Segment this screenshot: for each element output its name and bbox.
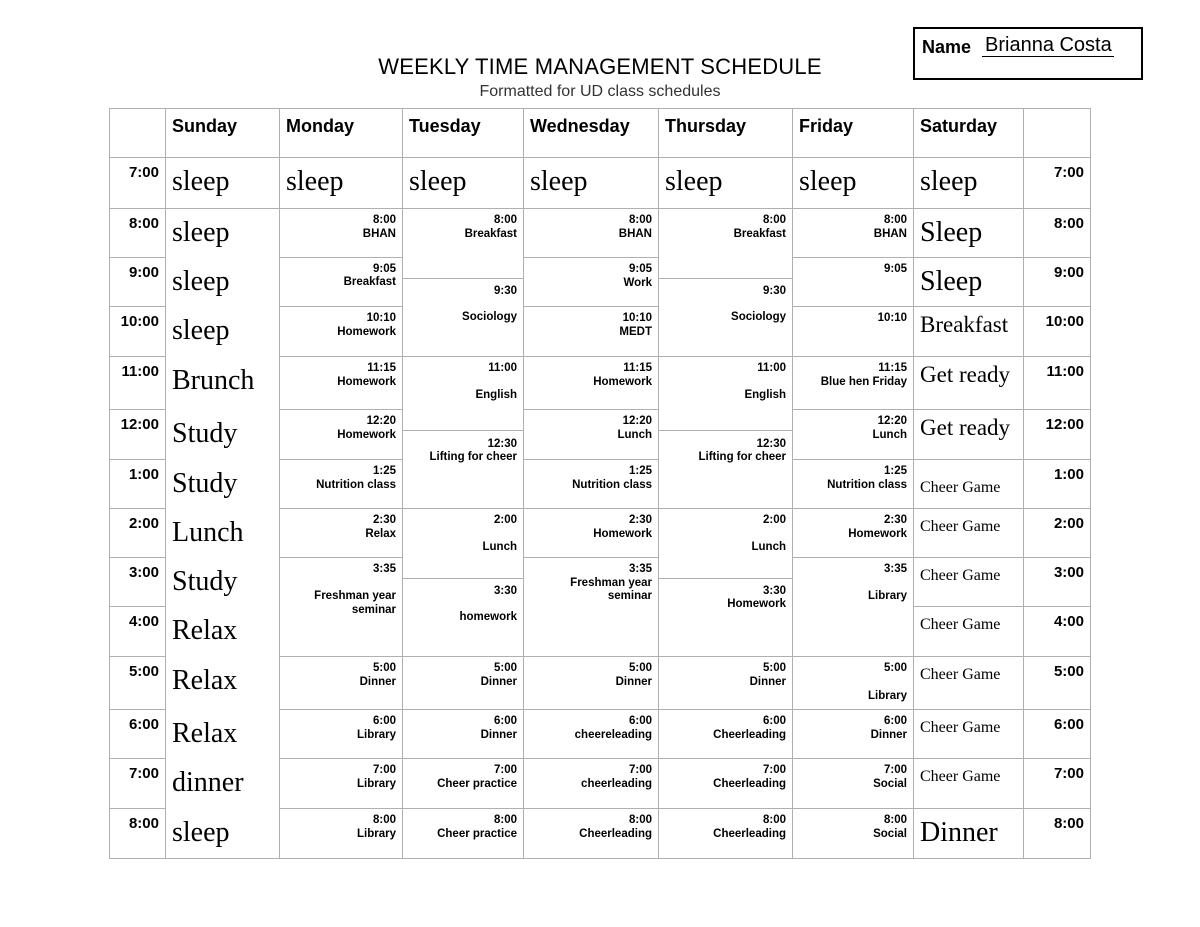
time-label-left: 8:00 xyxy=(128,215,159,232)
wednesday-entry-label: cheereleading xyxy=(574,729,652,741)
grid-hline xyxy=(913,508,1091,509)
grid-hline xyxy=(109,459,166,460)
grid-vline xyxy=(658,108,659,858)
grid-hline xyxy=(792,557,914,558)
wednesday-entry-time: 7:00 xyxy=(628,764,652,776)
day-header-tuesday: Tuesday xyxy=(409,116,481,136)
friday-entry-label: Lunch xyxy=(872,429,907,441)
wednesday-entry-label: BHAN xyxy=(618,228,652,240)
friday-entry-time: 2:30 xyxy=(883,514,907,526)
grid-hline xyxy=(792,459,914,460)
wednesday-entry-label: Dinner xyxy=(615,676,652,688)
grid-hline xyxy=(109,208,1091,209)
friday-entry-label: Nutrition class xyxy=(827,479,907,491)
grid-hline xyxy=(523,257,659,258)
grid-hline xyxy=(658,758,793,759)
grid-vline xyxy=(792,108,793,858)
tuesday-entry-time: 2:00 xyxy=(493,514,517,526)
monday-entry-label: BHAN xyxy=(362,228,396,240)
friday-entry-time: 7:00 xyxy=(883,764,907,776)
grid-hline xyxy=(109,557,166,558)
grid-hline xyxy=(913,656,1091,657)
saturday-activity: Dinner xyxy=(920,817,998,848)
grid-hline xyxy=(792,409,914,410)
thursday-entry-time: 2:00 xyxy=(762,514,786,526)
grid-hline xyxy=(109,656,166,657)
tuesday-entry-label: Breakfast xyxy=(464,228,517,240)
wednesday-entry-label: Freshman year xyxy=(570,577,652,589)
grid-vline xyxy=(913,108,914,858)
friday-entry-time: 12:20 xyxy=(877,415,907,427)
time-label-left: 7:00 xyxy=(128,164,159,181)
time-label-right: 7:00 xyxy=(1053,164,1084,181)
tuesday-entry-time: 12:30 xyxy=(487,438,517,450)
grid-hline xyxy=(402,758,524,759)
grid-hline xyxy=(279,709,403,710)
time-label-left: 11:00 xyxy=(121,363,159,380)
wednesday-entry-time: 3:35 xyxy=(628,563,652,575)
grid-hline xyxy=(913,808,1091,809)
thursday-entry-time: 5:00 xyxy=(762,662,786,674)
wednesday-entry-label: seminar xyxy=(607,590,652,602)
grid-hline xyxy=(279,656,403,657)
day-header-friday: Friday xyxy=(799,116,854,136)
saturday-activity: Cheer Game xyxy=(920,616,1001,633)
tuesday-entry-label: Dinner xyxy=(480,676,517,688)
grid-hline xyxy=(658,508,793,509)
friday-entry-label: Library xyxy=(868,590,907,602)
grid-hline xyxy=(109,508,166,509)
time-label-right: 12:00 xyxy=(1045,416,1084,433)
grid-hline xyxy=(913,557,1091,558)
wednesday-entry-time: 8:00 xyxy=(628,814,652,826)
tuesday-entry-time: 11:00 xyxy=(488,362,517,374)
friday-entry-time: 5:00 xyxy=(883,662,907,674)
friday-entry-time: 10:10 xyxy=(877,312,907,324)
grid-hline xyxy=(279,459,403,460)
grid-hline xyxy=(658,356,793,357)
friday-entry-time: 3:35 xyxy=(883,563,907,575)
monday-entry-label: Library xyxy=(357,828,396,840)
monday-entry-label: Library xyxy=(357,778,396,790)
time-label-left: 12:00 xyxy=(120,416,159,433)
day-header-monday: Monday xyxy=(286,116,355,136)
thursday-entry-label: English xyxy=(744,389,786,401)
grid-hline xyxy=(792,808,914,809)
tuesday-entry-label: homework xyxy=(459,611,517,623)
friday-entry-time: 8:00 xyxy=(883,814,907,826)
grid-hline xyxy=(402,508,524,509)
monday-sleep: sleep xyxy=(286,166,344,197)
tuesday-entry-time: 9:30 xyxy=(493,285,517,297)
grid-hline xyxy=(109,409,166,410)
monday-entry-time: 3:35 xyxy=(372,563,396,575)
sunday-activity: Brunch xyxy=(172,365,255,396)
grid-hline xyxy=(109,108,1091,109)
thursday-entry-label: Breakfast xyxy=(733,228,786,240)
thursday-entry-time: 8:00 xyxy=(762,214,786,226)
wednesday-entry-label: Homework xyxy=(593,528,652,540)
sunday-activity: sleep xyxy=(172,817,230,848)
sunday-activity: Study xyxy=(172,566,238,597)
time-label-right: 6:00 xyxy=(1053,716,1084,733)
time-label-left: 10:00 xyxy=(120,313,159,330)
saturday-activity: Cheer Game xyxy=(920,666,1001,683)
thursday-entry-time: 11:00 xyxy=(757,362,786,374)
wednesday-entry-time: 10:10 xyxy=(622,312,652,324)
wednesday-entry-time: 12:20 xyxy=(622,415,652,427)
grid-hline xyxy=(109,709,166,710)
grid-hline xyxy=(279,808,403,809)
grid-hline xyxy=(402,356,524,357)
wednesday-entry-time: 5:00 xyxy=(628,662,652,674)
time-label-left: 3:00 xyxy=(128,564,159,581)
grid-hline xyxy=(523,306,659,307)
tuesday-entry-label: Cheer practice xyxy=(437,828,517,840)
grid-hline xyxy=(109,157,1091,158)
wednesday-entry-time: 6:00 xyxy=(628,715,652,727)
tuesday-entry-time: 5:00 xyxy=(493,662,517,674)
grid-hline xyxy=(792,758,914,759)
saturday-activity: Get ready xyxy=(920,362,1011,387)
saturday-activity: Get ready xyxy=(920,415,1011,440)
grid-hline xyxy=(913,606,1091,607)
grid-hline xyxy=(109,808,166,809)
wednesday-entry-label: cheerleading xyxy=(581,778,652,790)
thursday-entry-time: 7:00 xyxy=(762,764,786,776)
thursday-entry-label: Dinner xyxy=(749,676,786,688)
grid-hline xyxy=(523,808,659,809)
thursday-entry-time: 9:30 xyxy=(762,285,786,297)
grid-hline xyxy=(523,758,659,759)
saturday-activity: Cheer Game xyxy=(920,479,1001,496)
tuesday-entry-label: Lunch xyxy=(482,541,517,553)
day-header-wednesday: Wednesday xyxy=(530,116,630,136)
time-label-left: 6:00 xyxy=(128,716,159,733)
friday-entry-time: 11:15 xyxy=(878,362,907,374)
grid-hline xyxy=(523,459,659,460)
grid-hline xyxy=(109,356,166,357)
wednesday-entry-label: Cheerleading xyxy=(579,828,652,840)
wednesday-entry-time: 1:25 xyxy=(628,465,652,477)
time-label-left: 7:00 xyxy=(128,765,159,782)
grid-hline xyxy=(658,430,793,431)
time-label-right: 10:00 xyxy=(1045,313,1084,330)
grid-hline xyxy=(658,578,793,579)
day-header-thursday: Thursday xyxy=(665,116,747,136)
wednesday-entry-label: Lunch xyxy=(617,429,652,441)
grid-hline xyxy=(279,508,403,509)
grid-hline xyxy=(279,306,403,307)
sunday-activity: dinner xyxy=(172,767,244,798)
time-label-right: 4:00 xyxy=(1053,613,1084,630)
wednesday-entry-label: Nutrition class xyxy=(572,479,652,491)
tuesday-entry-time: 8:00 xyxy=(493,814,517,826)
monday-entry-time: 5:00 xyxy=(372,662,396,674)
wednesday-entry-time: 2:30 xyxy=(628,514,652,526)
friday-entry-label: Library xyxy=(868,690,907,702)
wednesday-entry-label: MEDT xyxy=(619,326,652,338)
thursday-entry-time: 8:00 xyxy=(762,814,786,826)
time-label-left: 8:00 xyxy=(128,815,159,832)
wednesday-entry-label: Work xyxy=(623,277,652,289)
saturday-activity: Cheer Game xyxy=(920,768,1001,785)
monday-entry-time: 8:00 xyxy=(372,214,396,226)
tuesday-entry-label: Sociology xyxy=(462,311,517,323)
thursday-entry-time: 3:30 xyxy=(762,585,786,597)
grid-hline xyxy=(792,656,914,657)
grid-hline xyxy=(913,257,1091,258)
time-label-left: 9:00 xyxy=(128,264,159,281)
thursday-entry-label: Lunch xyxy=(751,541,786,553)
friday-entry-time: 9:05 xyxy=(883,263,907,275)
time-label-right: 1:00 xyxy=(1053,466,1084,483)
time-label-right: 11:00 xyxy=(1046,363,1084,380)
thursday-entry-label: Lifting for cheer xyxy=(698,451,786,463)
wednesday-entry-label: Homework xyxy=(593,376,652,388)
time-label-right: 5:00 xyxy=(1053,663,1084,680)
thursday-entry-label: Cheerleading xyxy=(713,729,786,741)
friday-entry-time: 6:00 xyxy=(883,715,907,727)
monday-entry-time: 7:00 xyxy=(372,764,396,776)
grid-hline xyxy=(279,758,403,759)
day-header-sunday: Sunday xyxy=(172,116,238,136)
tuesday-entry-time: 7:00 xyxy=(493,764,517,776)
tuesday-entry-time: 3:30 xyxy=(493,585,517,597)
monday-entry-time: 2:30 xyxy=(372,514,396,526)
thursday-entry-label: Cheerleading xyxy=(713,778,786,790)
monday-entry-time: 6:00 xyxy=(372,715,396,727)
grid-hline xyxy=(658,709,793,710)
monday-entry-time: 11:15 xyxy=(367,362,396,374)
friday-entry-time: 1:25 xyxy=(883,465,907,477)
tuesday-entry-label: Dinner xyxy=(480,729,517,741)
grid-hline xyxy=(402,709,524,710)
name-label: Name xyxy=(922,37,972,57)
grid-hline xyxy=(913,709,1091,710)
sunday-activity: Relax xyxy=(172,665,238,696)
grid-vline xyxy=(523,108,524,858)
grid-hline xyxy=(523,656,659,657)
friday-entry-label: Homework xyxy=(848,528,907,540)
friday-entry-label: BHAN xyxy=(873,228,907,240)
monday-entry-label: Homework xyxy=(337,376,396,388)
time-label-right: 2:00 xyxy=(1053,515,1084,532)
sunday-activity: Study xyxy=(172,468,238,499)
sunday-activity: sleep xyxy=(172,315,230,346)
tuesday-entry-time: 8:00 xyxy=(493,214,517,226)
time-label-left: 2:00 xyxy=(128,515,159,532)
grid-hline xyxy=(109,606,166,607)
grid-hline xyxy=(792,709,914,710)
grid-hline xyxy=(279,356,403,357)
grid-hline xyxy=(523,356,659,357)
monday-entry-time: 12:20 xyxy=(366,415,396,427)
sunday-activity: sleep xyxy=(172,266,230,297)
saturday-activity: sleep xyxy=(920,166,978,197)
day-header-saturday: Saturday xyxy=(920,116,998,136)
sunday-activity: Study xyxy=(172,418,238,449)
wednesday-sleep: sleep xyxy=(530,166,588,197)
grid-hline xyxy=(523,508,659,509)
saturday-activity: Cheer Game xyxy=(920,567,1001,584)
tuesday-entry-label: Cheer practice xyxy=(437,778,517,790)
sunday-activity: Relax xyxy=(172,718,238,749)
friday-entry-label: Social xyxy=(873,828,907,840)
grid-hline xyxy=(792,356,914,357)
grid-hline xyxy=(402,278,524,279)
grid-hline xyxy=(523,557,659,558)
friday-entry-time: 8:00 xyxy=(883,214,907,226)
thursday-entry-label: Homework xyxy=(727,598,786,610)
grid-hline xyxy=(913,306,1091,307)
tuesday-sleep: sleep xyxy=(409,166,467,197)
grid-hline xyxy=(109,306,166,307)
grid-hline xyxy=(792,306,914,307)
monday-entry-time: 8:00 xyxy=(372,814,396,826)
monday-entry-label: Homework xyxy=(337,429,396,441)
grid-hline xyxy=(109,758,166,759)
sunday-activity: sleep xyxy=(172,166,230,197)
thursday-entry-time: 12:30 xyxy=(756,438,786,450)
sunday-activity: Relax xyxy=(172,615,238,646)
grid-vline xyxy=(402,108,403,858)
thursday-entry-time: 6:00 xyxy=(762,715,786,727)
time-label-right: 9:00 xyxy=(1053,264,1084,281)
tuesday-entry-label: Lifting for cheer xyxy=(429,451,517,463)
monday-entry-time: 1:25 xyxy=(372,465,396,477)
grid-hline xyxy=(913,356,1091,357)
saturday-activity: Sleep xyxy=(920,266,983,297)
page-title: WEEKLY TIME MANAGEMENT SCHEDULE xyxy=(378,54,822,79)
time-label-right: 7:00 xyxy=(1053,765,1084,782)
grid-hline xyxy=(913,409,1091,410)
grid-hline xyxy=(792,257,914,258)
monday-entry-label: Freshman year xyxy=(314,590,396,602)
grid-hline xyxy=(402,578,524,579)
tuesday-entry-label: English xyxy=(475,389,517,401)
grid-hline xyxy=(913,758,1091,759)
grid-hline xyxy=(792,508,914,509)
monday-entry-label: Nutrition class xyxy=(316,479,396,491)
time-label-right: 8:00 xyxy=(1053,815,1084,832)
tuesday-entry-time: 6:00 xyxy=(493,715,517,727)
grid-hline xyxy=(658,278,793,279)
time-label-right: 3:00 xyxy=(1053,564,1084,581)
friday-entry-label: Dinner xyxy=(870,729,907,741)
grid-hline xyxy=(658,656,793,657)
monday-entry-time: 9:05 xyxy=(372,263,396,275)
grid-hline xyxy=(402,808,524,809)
thursday-entry-label: Sociology xyxy=(731,311,786,323)
grid-hline xyxy=(523,709,659,710)
time-label-left: 1:00 xyxy=(128,466,159,483)
name-value[interactable]: Brianna Costa xyxy=(982,34,1114,57)
friday-entry-label: Blue hen Friday xyxy=(820,376,907,388)
time-label-right: 8:00 xyxy=(1053,215,1084,232)
thursday-entry-label: Cheerleading xyxy=(713,828,786,840)
sunday-activity: Lunch xyxy=(172,517,244,548)
monday-entry-label: seminar xyxy=(351,604,396,616)
monday-entry-label: Library xyxy=(357,729,396,741)
grid-hline xyxy=(279,409,403,410)
saturday-activity: Cheer Game xyxy=(920,719,1001,736)
grid-hline xyxy=(279,557,403,558)
grid-hline xyxy=(402,656,524,657)
saturday-activity: Breakfast xyxy=(920,312,1009,337)
grid-vline xyxy=(1090,108,1091,858)
grid-hline xyxy=(402,430,524,431)
saturday-activity: Cheer Game xyxy=(920,518,1001,535)
friday-sleep: sleep xyxy=(799,166,857,197)
grid-hline xyxy=(279,257,403,258)
saturday-activity: Sleep xyxy=(920,217,983,248)
grid-hline xyxy=(913,459,1091,460)
time-label-left: 5:00 xyxy=(128,663,159,680)
monday-entry-label: Dinner xyxy=(359,676,396,688)
page-subtitle: Formatted for UD class schedules xyxy=(479,83,721,100)
grid-hline xyxy=(109,257,166,258)
monday-entry-label: Relax xyxy=(365,528,396,540)
sunday-activity: sleep xyxy=(172,217,230,248)
friday-entry-label: Social xyxy=(873,778,907,790)
monday-entry-label: Breakfast xyxy=(343,276,396,288)
wednesday-entry-time: 11:15 xyxy=(623,362,652,374)
monday-entry-time: 10:10 xyxy=(366,312,396,324)
monday-entry-label: Homework xyxy=(337,326,396,338)
thursday-sleep: sleep xyxy=(665,166,723,197)
wednesday-entry-time: 8:00 xyxy=(628,214,652,226)
wednesday-entry-time: 9:05 xyxy=(628,263,652,275)
grid-vline xyxy=(279,108,280,858)
grid-hline xyxy=(523,409,659,410)
time-label-left: 4:00 xyxy=(128,613,159,630)
grid-vline xyxy=(165,108,166,858)
grid-hline xyxy=(658,808,793,809)
grid-hline xyxy=(109,858,1091,859)
